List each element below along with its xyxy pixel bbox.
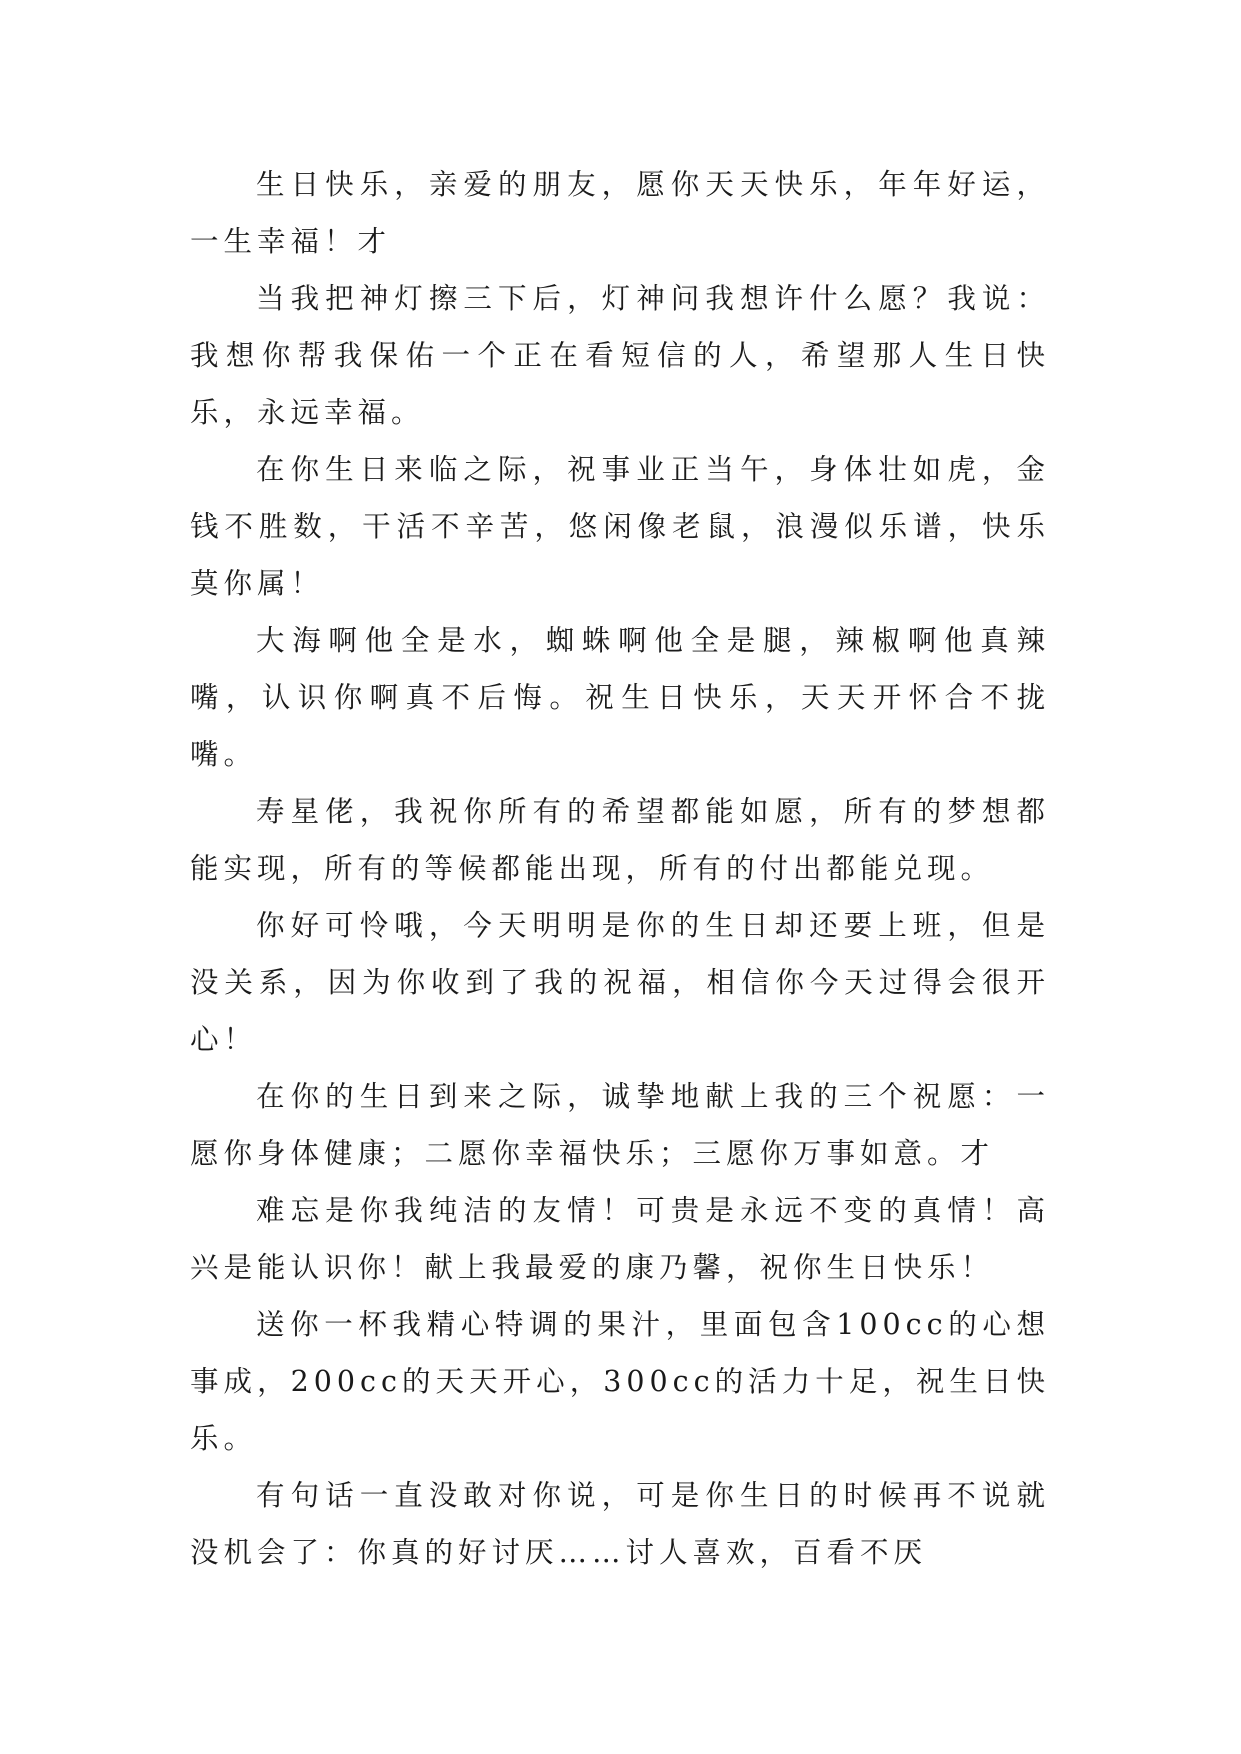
document-body — [190, 156, 1050, 1581]
paragraph-4: 大海啊他全是水，蜘蛛啊他全是腿，辣椒啊他真辣嘴，认识你啊真不后悔。祝生日快乐，天天开怀合不拢嘴。 — [190, 624, 1050, 771]
paragraph-3: 在你生日来临之际，祝事业正当午，身体壮如虎，金钱不胜数，干活不辛苦，悠闲像老鼠，浪漫似乐谱，快乐莫你属！ — [190, 453, 1050, 600]
paragraph-2: 当我把神灯擦三下后，灯神问我想许什么愿？我说：我想你帮我保佑一个正在看短信的人，希望那人生日快乐，永远幸福。 — [190, 282, 1050, 429]
paragraph-1: 生日快乐，亲爱的朋友，愿你天天快乐，年年好运，一生幸福！才 — [190, 168, 1050, 258]
paragraph-8: 难忘是你我纯洁的友情！可贵是永远不变的真情！高兴是能认识你！献上我最爱的康乃馨，祝你生日快乐！ — [190, 1194, 1050, 1284]
paragraph-9: 送你一杯我精心特调的果汁，里面包含100cc的心想事成，200cc的天天开心，300cc的活力十足，祝生日快乐。 — [190, 1308, 1050, 1455]
paragraph-10: 有句话一直没敢对你说，可是你生日的时候再不说就没机会了：你真的好讨厌……讨人喜欢，百看不厌 — [190, 1479, 1050, 1569]
paragraph-7: 在你的生日到来之际，诚挚地献上我的三个祝愿：一愿你身体健康；二愿你幸福快乐；三愿你万事如意。才 — [190, 1080, 1050, 1170]
paragraph-6: 你好可怜哦，今天明明是你的生日却还要上班，但是没关系，因为你收到了我的祝福，相信你今天过得会很开心！ — [190, 909, 1050, 1056]
paragraph-5: 寿星佬，我祝你所有的希望都能如愿，所有的梦想都能实现，所有的等候都能出现，所有的付出都能兑现。 — [190, 795, 1050, 885]
